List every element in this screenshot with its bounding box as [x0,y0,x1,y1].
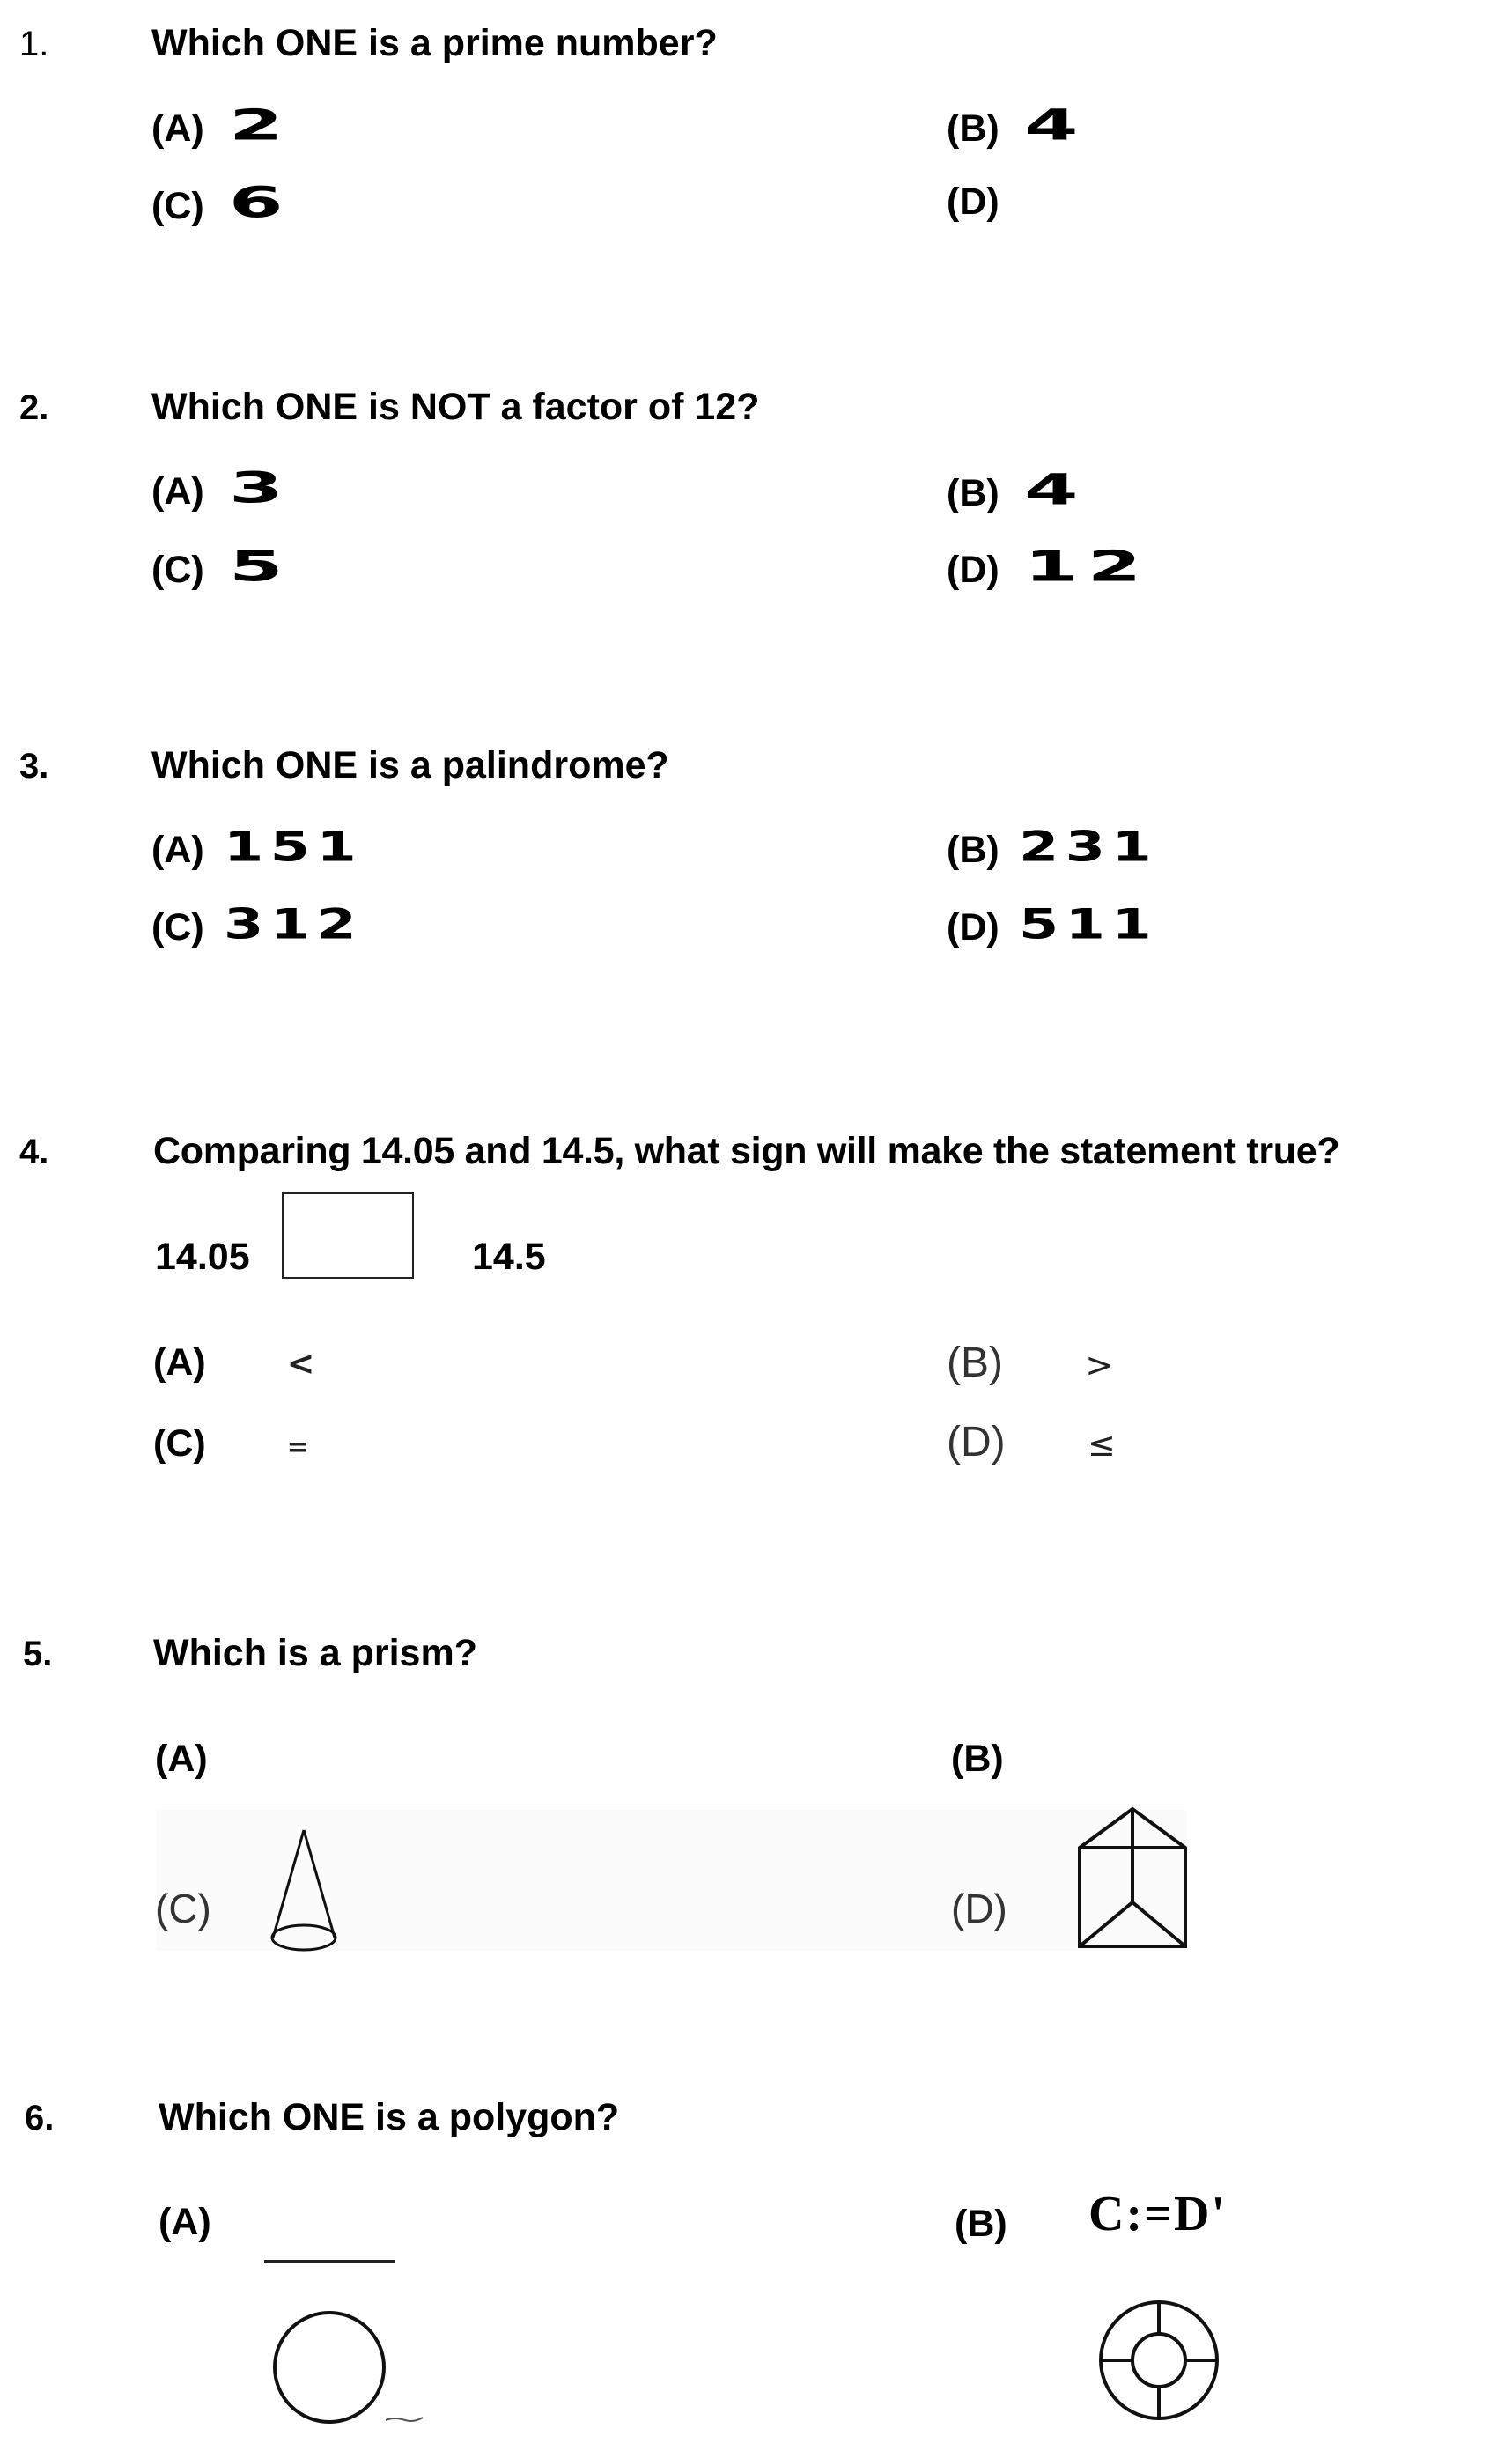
option-c[interactable] [153,1422,309,1465]
option-a[interactable] [153,1341,315,1384]
option-label: (B) [947,107,999,150]
option-value: 6 [228,179,292,228]
ring-icon[interactable] [1095,2297,1228,2429]
cone-icon [264,1825,343,1957]
option-label: (B) [951,1738,1004,1780]
question-text: Which ONE is a prime number? [151,22,718,64]
option-label: (D) [947,181,999,223]
option-label: (A) [153,1341,206,1384]
question-number: 1. [19,25,49,63]
divider-line [264,2260,395,2263]
option-label: (B) [947,829,999,871]
question-text: Which ONE is a palindrome? [151,744,669,786]
option-value: > [1085,1346,1114,1384]
option-value: 4 [1023,466,1088,515]
option-c[interactable] [151,179,292,228]
option-d[interactable] [947,183,1010,221]
option-b[interactable] [947,1342,1113,1384]
option-d[interactable] [947,543,1151,592]
option-b[interactable] [951,1740,1004,1778]
option-label: (D) [947,549,999,591]
option-value: 3 [228,464,292,513]
option-label: (A) [159,2201,211,2243]
right-value: 14.5 [472,1236,546,1278]
question-text: Which is a prism? [153,1632,477,1674]
option-value: 4 [1023,101,1088,151]
option-value: 151 [223,823,363,871]
option-d[interactable] [947,1421,1116,1464]
left-value: 14.05 [155,1236,250,1278]
option-c[interactable] [151,901,363,949]
option-label: (A) [155,1738,208,1780]
option-value: ≤ [1087,1425,1116,1464]
option-a[interactable] [159,2201,211,2243]
option-value: = [286,1432,309,1463]
option-label: (D) [947,906,999,949]
option-label: (B) [947,1340,1003,1386]
option-value: 312 [223,901,363,949]
option-a[interactable] [151,101,292,151]
circle-icon[interactable] [269,2304,446,2436]
question-text: Which ONE is NOT a factor of 12? [151,386,760,428]
option-label: (A) [151,470,204,513]
question-text: Which ONE is a polygon? [159,2096,620,2138]
question-number: 3. [19,747,49,786]
option-caption: C:=D' [1088,2187,1227,2241]
option-value: 12 [1023,543,1151,592]
option-b[interactable] [947,101,1088,151]
option-label: (A) [151,829,204,871]
option-d[interactable] [951,1888,1007,1929]
answer-box[interactable] [282,1192,414,1279]
option-d[interactable] [947,901,1158,949]
question-number: 2. [19,388,49,427]
option-label: (B) [947,472,999,514]
option-a[interactable] [151,464,292,513]
option-label: (D) [951,1886,1007,1931]
option-c[interactable] [151,543,292,592]
option-label: (C) [151,185,204,227]
option-value: 2 [228,101,292,151]
option-value: 511 [1018,901,1158,949]
option-label: (C) [151,906,204,949]
option-b[interactable] [955,2205,1007,2243]
option-a[interactable] [155,1740,208,1778]
option-value: 5 [228,543,292,592]
option-a[interactable] [151,823,363,871]
option-label: (A) [151,107,204,150]
option-label: (C) [151,549,204,591]
option-label: (C) [153,1422,206,1465]
question-number: 4. [19,1133,49,1171]
question-text: Comparing 14.05 and 14.5, what sign will make the statement true? [153,1130,1340,1172]
option-value: 231 [1018,823,1158,871]
question-number: 5. [23,1635,53,1673]
option-b[interactable] [947,466,1088,515]
triangular-prism-icon [1076,1805,1189,1950]
option-label: (D) [947,1419,1006,1465]
option-label: (B) [955,2203,1007,2245]
option-b[interactable] [947,823,1158,871]
option-c[interactable] [155,1888,211,1929]
option-value: < [286,1344,315,1383]
option-label: (C) [155,1886,211,1931]
question-number: 6. [25,2099,55,2137]
